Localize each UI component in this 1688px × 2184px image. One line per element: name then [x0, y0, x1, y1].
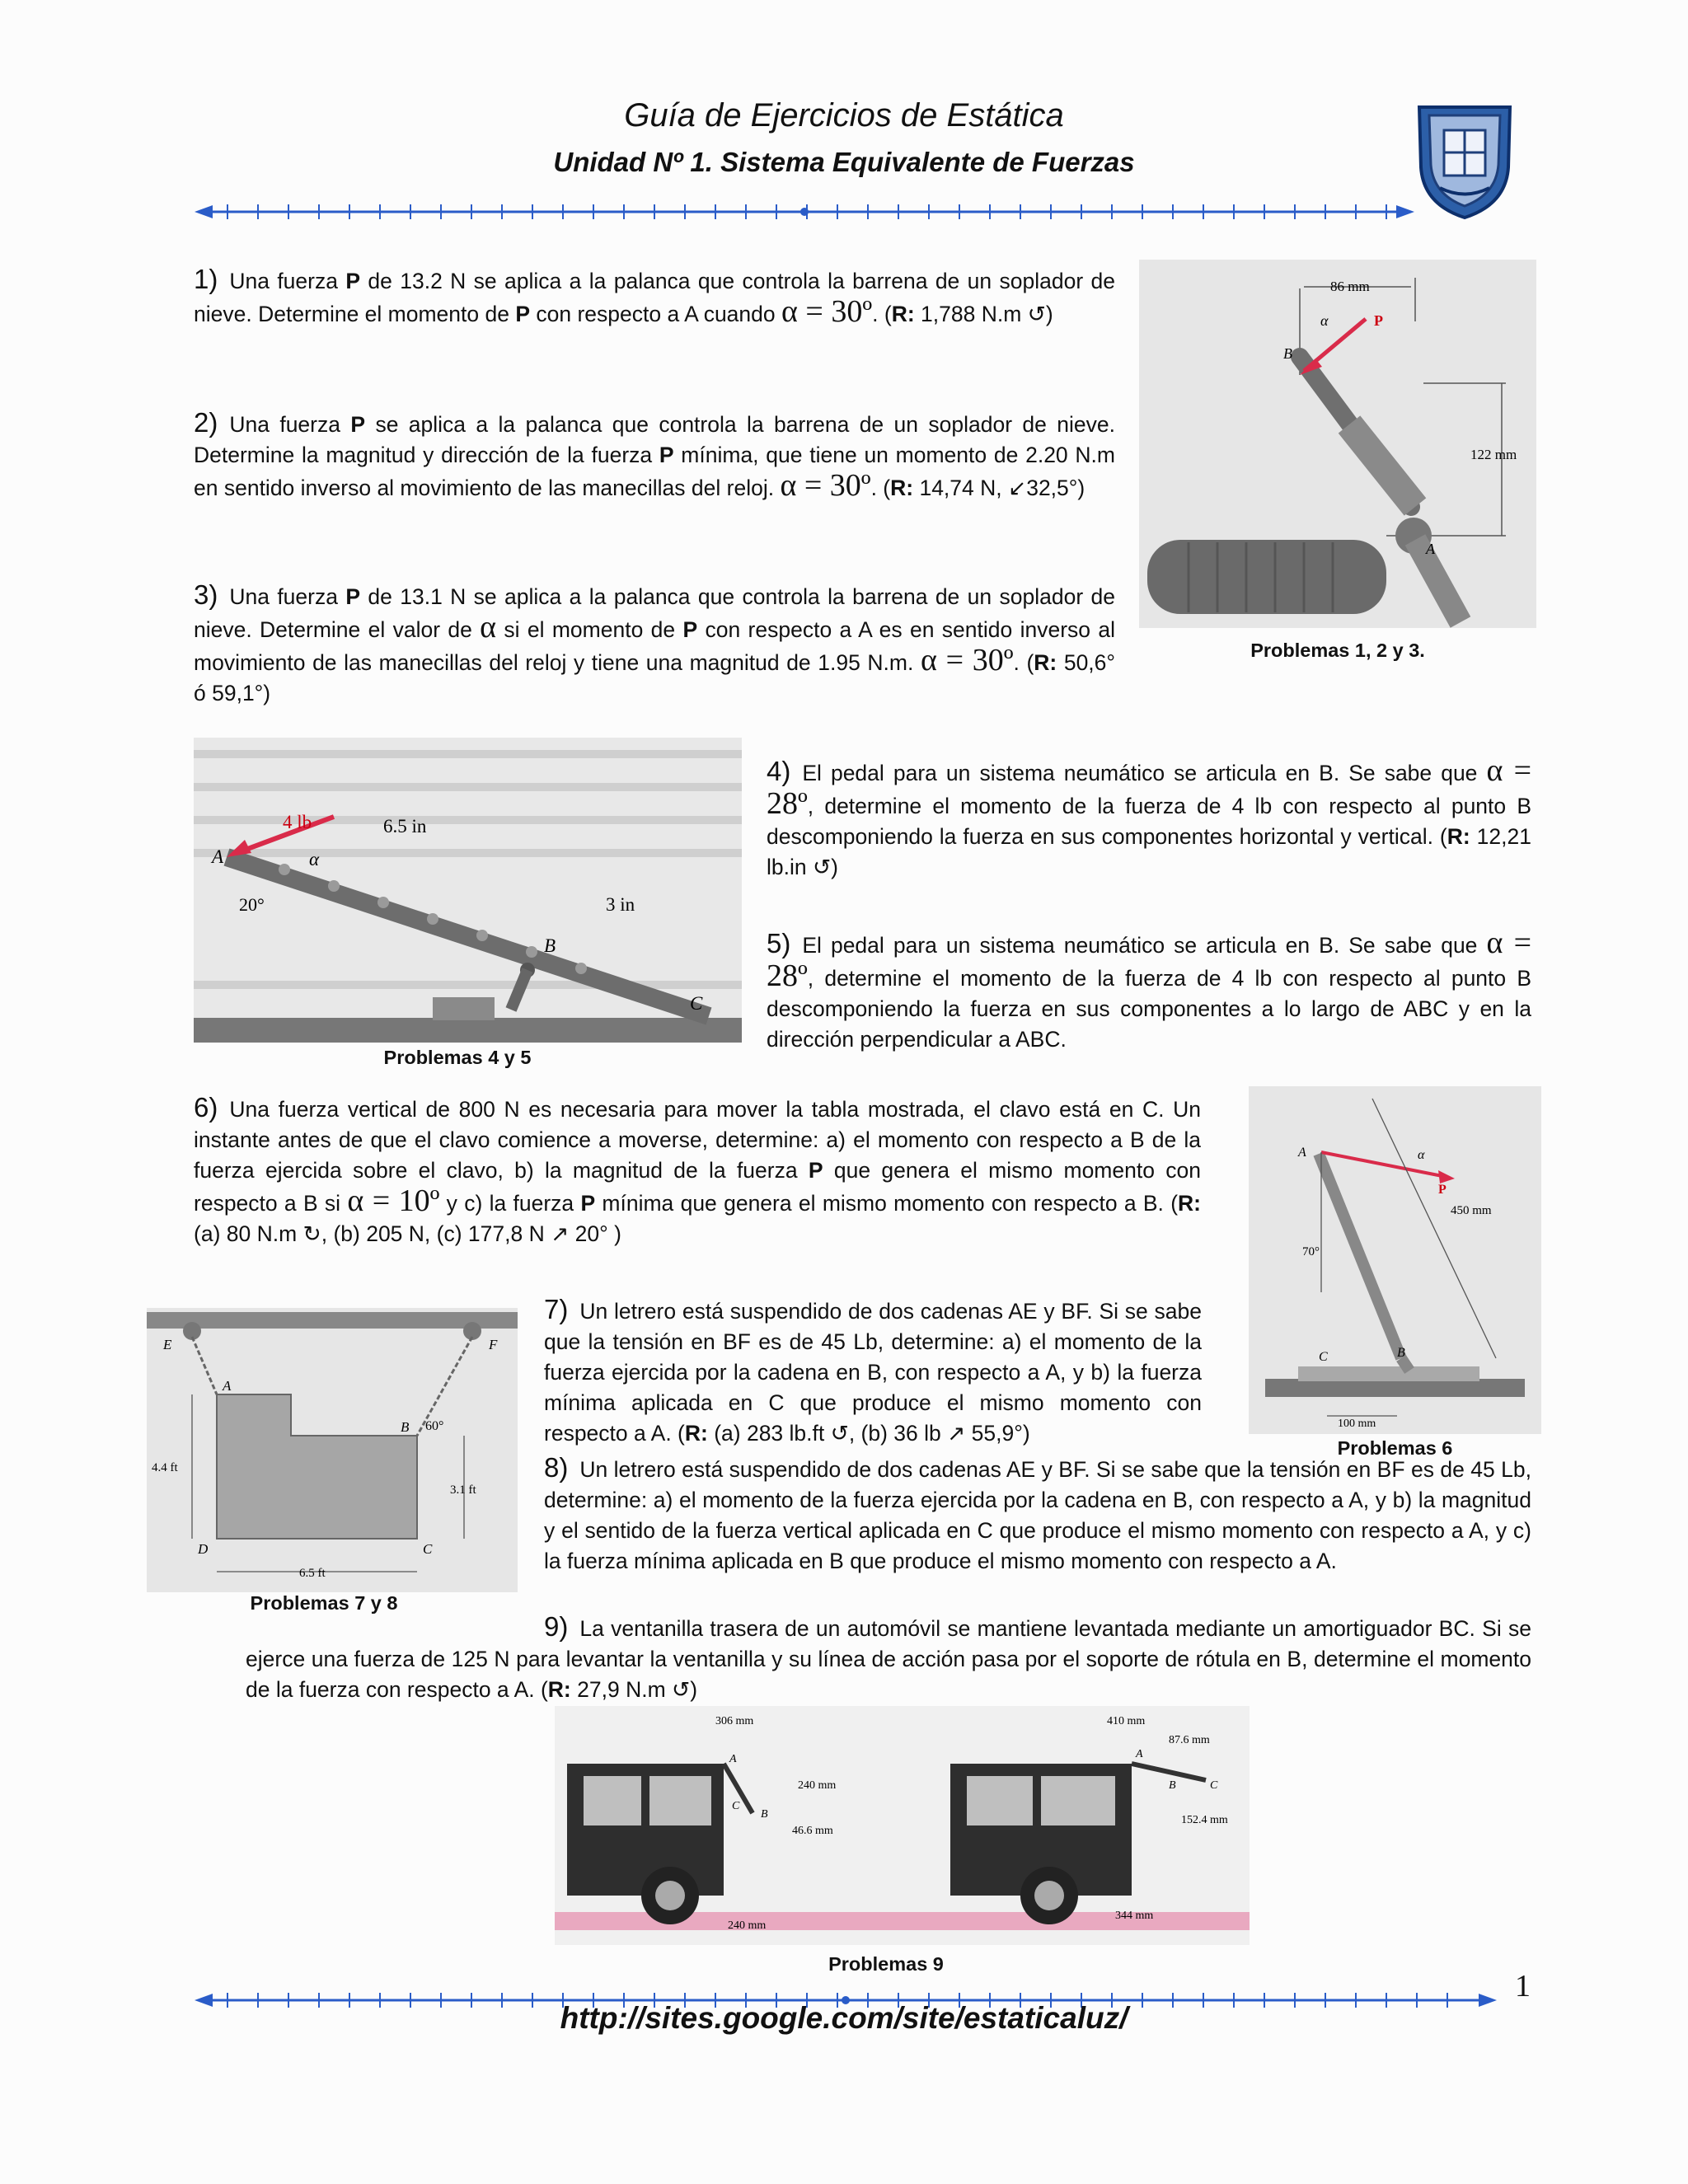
- point-a-label: A: [223, 1378, 232, 1394]
- point-b-label: B: [401, 1419, 410, 1435]
- dim-240mm-vertical-label: 240 mm: [798, 1779, 837, 1792]
- dim-100mm-label: 100 mm: [1338, 1418, 1376, 1430]
- force-p-label: P: [1438, 1183, 1447, 1197]
- caption-problems-1-2-3: Problemas 1, 2 y 3.: [1250, 640, 1425, 661]
- page-number: 1: [1515, 1969, 1531, 2004]
- left-point-a-label: A: [729, 1753, 737, 1765]
- force-4lb-label: 4 lb: [283, 812, 312, 832]
- right-point-b-label: B: [1169, 1779, 1176, 1792]
- problem-8: 8) Un letrero está suspendido de dos cadenas AE y BF. Si se sabe que la tensión en BF es de 45 Lb, determine: a) el momento de la fuerza ejercida por la cadena en B, con respecto a A, y b) la magnitud y el sentido de la fuerza vertical aplicada en C que produce el mismo momento con respecto a A, y c) la fuerza mínima aplicada en B que produce el mismo momento con respecto a A.: [544, 1452, 1531, 1573]
- point-c-label: C: [1319, 1350, 1328, 1364]
- header-ruler: [195, 201, 1414, 223]
- university-seal-logo: [1411, 97, 1518, 221]
- problem-7: 7) Un letrero está suspendido de dos cadenas AE y BF. Si se sabe que la tensión en BF es de 45 Lb, determine: a) el momento de la fuerza ejercida por la cadena en B, con respecto a A, y b) la fuerza mínima aplicada en C que produce el mismo momento con respecto a A. (R: (a) 283 lb.ft ↺, (b) 36 lb ↗ 55,9°): [544, 1294, 1202, 1446]
- point-a-label: A: [1426, 541, 1435, 557]
- alpha-label: α: [1418, 1148, 1425, 1162]
- left-point-c-label: C: [732, 1800, 740, 1812]
- point-c-label: C: [690, 993, 703, 1014]
- height-3.1ft-label: 3.1 ft: [450, 1483, 476, 1497]
- point-a-label: A: [212, 846, 224, 867]
- figure-hanging-sign: [147, 1308, 518, 1592]
- problem-3: 3) Una fuerza P de 13.1 N se aplica a la palanca que controla la barrena de un soplador de nieve. Determine el valor de α si el momento de P con respecto a A es en sentido inverso al movimiento de las manecillas del reloj y tiene una magnitud de 1.95 N.m. α = 30º. (R: 50,6° ó 59,1°): [194, 579, 1116, 705]
- caption-problems-6: Problemas 6: [1337, 1437, 1453, 1459]
- document-title: Guía de Ejercicios de Estática: [624, 97, 1064, 134]
- dim-87.6mm-label: 87.6 mm: [1169, 1734, 1210, 1746]
- angle-70-label: 70°: [1302, 1245, 1320, 1258]
- dim-240mm-horizontal-label: 240 mm: [728, 1919, 767, 1932]
- point-e-label: E: [163, 1337, 172, 1352]
- point-c-label: C: [423, 1541, 433, 1557]
- figure-board-nail: [1249, 1086, 1541, 1434]
- alpha-label: α: [309, 849, 320, 869]
- point-d-label: D: [198, 1541, 209, 1557]
- caption-problems-4-5: Problemas 4 y 5: [383, 1047, 532, 1068]
- angle-60-label: 60°: [425, 1419, 444, 1433]
- caption-problems-7-8: Problemas 7 y 8: [250, 1592, 398, 1614]
- footer-url[interactable]: http://sites.google.com/site/estaticaluz/: [560, 2001, 1128, 2035]
- dim-6.5in-label: 6.5 in: [383, 816, 427, 837]
- point-f-label: F: [489, 1337, 498, 1352]
- dim-122mm-label: 122 mm: [1470, 447, 1517, 462]
- problem-2: 2) Una fuerza P se aplica a la palanca que controla la barrena de un soplador de nieve. Determine la magnitud y dirección de la fuerza P mínima, que tiene un momento de 2.20 N.m en sentido inverso al movimiento de las manecillas del reloj. α = 30º. (R: 14,74 N, ↙32,5°): [194, 407, 1115, 503]
- dim-410mm-label: 410 mm: [1107, 1715, 1146, 1727]
- point-b-label: B: [544, 935, 556, 956]
- dim-306mm-label: 306 mm: [715, 1715, 754, 1727]
- document-subtitle: Unidad Nº 1. Sistema Equivalente de Fuerzas: [553, 147, 1135, 177]
- figure-car-rear-window: [555, 1706, 1250, 1945]
- height-4.4ft-label: 4.4 ft: [152, 1461, 178, 1474]
- dim-152.4mm-label: 152.4 mm: [1181, 1814, 1228, 1826]
- point-b-label: B: [1283, 345, 1292, 362]
- alpha-label: α: [1320, 312, 1329, 329]
- force-p-label: P: [1374, 312, 1383, 329]
- point-b-label: B: [1397, 1346, 1405, 1360]
- angle-20-label: 20°: [239, 894, 265, 915]
- figure-snow-blower-lever: [1139, 260, 1536, 628]
- dim-86mm-label: 86 mm: [1330, 279, 1370, 294]
- left-point-b-label: B: [761, 1808, 768, 1821]
- figure-pneumatic-pedal: [194, 738, 742, 1043]
- dim-450mm-label: 450 mm: [1451, 1204, 1492, 1217]
- problem-4: 4) El pedal para un sistema neumático se articula en B. Se sabe que α = 28º, determine el momento de la fuerza de 4 lb con respecto al punto B descomponiendo la fuerza en sus componentes horizontal y vertical. (R: 12,21 lb.in ↺): [767, 753, 1531, 879]
- problem-5: 5) El pedal para un sistema neumático se articula en B. Se sabe que α = 28º, determine el momento de la fuerza de 4 lb con respecto al punto B descomponiendo la fuerza en sus componentes a lo largo de ABC y en la dirección perpendicular a ABC.: [767, 926, 1531, 1052]
- right-point-c-label: C: [1210, 1779, 1218, 1792]
- caption-problems-9: Problemas 9: [828, 1953, 944, 1975]
- width-6.5ft-label: 6.5 ft: [299, 1567, 326, 1580]
- problem-6: 6) Una fuerza vertical de 800 N es necesaria para mover la tabla mostrada, el clavo está en C. Un instante antes de que el clavo comience a moverse, determine: a) el momento con respecto a B de la fuerza ejercida sobre el clavo, b) la magnitud de la fuerza P que genera el mismo momento con respecto a B si α = 10º y c) la fuerza P mínima que genera el mismo momento con respecto a B. (R: (a) 80 N.m ↻, (b) 205 N, (c) 177,8 N ↗ 20° ): [194, 1092, 1202, 1246]
- problem-1: 1) Una fuerza P de 13.2 N se aplica a la palanca que controla la barrena de un soplador de nieve. Determine el momento de P con respecto a A cuando α = 30º. (R: 1,788 N.m ↺): [194, 264, 1115, 329]
- point-a-label: A: [1298, 1146, 1306, 1160]
- right-point-a-label: A: [1136, 1748, 1143, 1760]
- problem-9: 9) La ventanilla trasera de un automóvil se mantiene levantada mediante un amortiguador BC. Si se ejerce una fuerza de 125 N para levantar la ventanilla y su línea de acción pasa por el soporte de rótula en B, determine el momento de la fuerza con respecto a A. (R: 27,9 N.m ↺): [246, 1611, 1531, 1702]
- dim-3in-label: 3 in: [606, 894, 635, 915]
- dim-344mm-label: 344 mm: [1115, 1910, 1154, 1922]
- dim-46.6mm-label: 46.6 mm: [792, 1825, 833, 1837]
